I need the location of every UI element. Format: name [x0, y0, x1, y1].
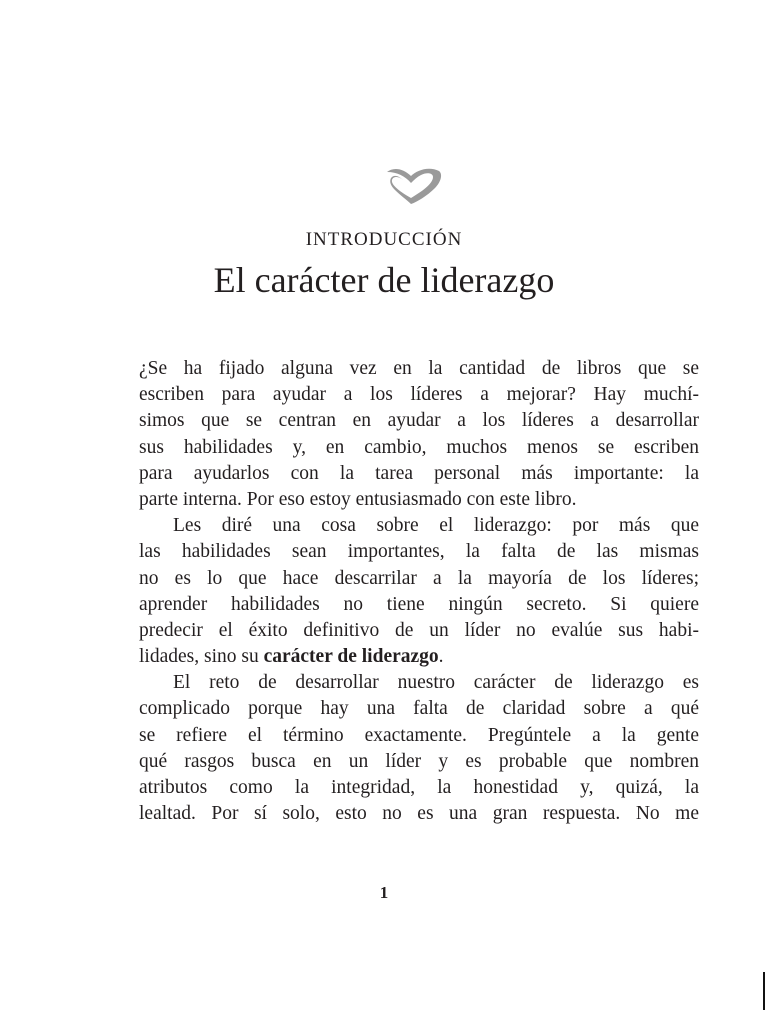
text-line: las habilidades sean importantes, la falta de las mismas	[139, 541, 699, 563]
text-line: predecir el éxito definitivo de un líder no evalúe sus habi-	[139, 619, 699, 641]
text-run: .	[438, 646, 444, 668]
text-line: parte interna. Por eso estoy entusiasmado con este libro.	[139, 488, 577, 510]
text-line: qué rasgos busca en un líder y es probable que nombren	[139, 750, 699, 772]
text-line: para ayudarlos con la tarea personal más importante: la	[139, 462, 699, 484]
chapter-title: El carácter de liderazgo	[213, 260, 555, 300]
text-line: El reto de desarrollar nuestro carácter de liderazgo es	[173, 672, 699, 694]
body-text	[139, 356, 699, 827]
text-line: ¿Se ha fijado alguna vez en la cantidad de libros que se	[139, 358, 699, 379]
text-line: escriben para ayudar a los líderes a mejorar? Hay muchí-	[139, 384, 699, 406]
text-line: lealtad. Por sí solo, esto no es una gran respuesta. No me	[139, 803, 699, 825]
page-number: 1	[379, 883, 389, 902]
text-line: simos que se centran en ayudar a los líderes a desarrollar	[139, 410, 699, 432]
text-run: lidades, sino su	[139, 646, 264, 668]
scrollbar-indicator[interactable]	[763, 972, 765, 1010]
text-line: complicado porque hay una falta de claridad sobre a qué	[139, 698, 699, 720]
text-line: aprender habilidades no tiene ningún secreto. Si quiere	[139, 593, 699, 615]
text-line: sus habilidades y, en cambio, muchos menos se escriben	[139, 436, 699, 458]
chapter-label: INTRODUCCIÓN	[305, 229, 463, 250]
bold-term: carácter de liderazgo	[263, 646, 439, 668]
text-line: Les diré una cosa sobre el liderazgo: por más que	[173, 515, 699, 537]
heart-ornament-icon	[381, 164, 445, 206]
text-line: no es lo que hace descarrilar a la mayoría de los líderes;	[139, 567, 699, 589]
text-line: atributos como la integridad, la honestidad y, quizá, la	[139, 777, 699, 798]
text-line: se refiere el término exactamente. Pregúntele a la gente	[139, 724, 699, 746]
text-line	[139, 644, 699, 670]
